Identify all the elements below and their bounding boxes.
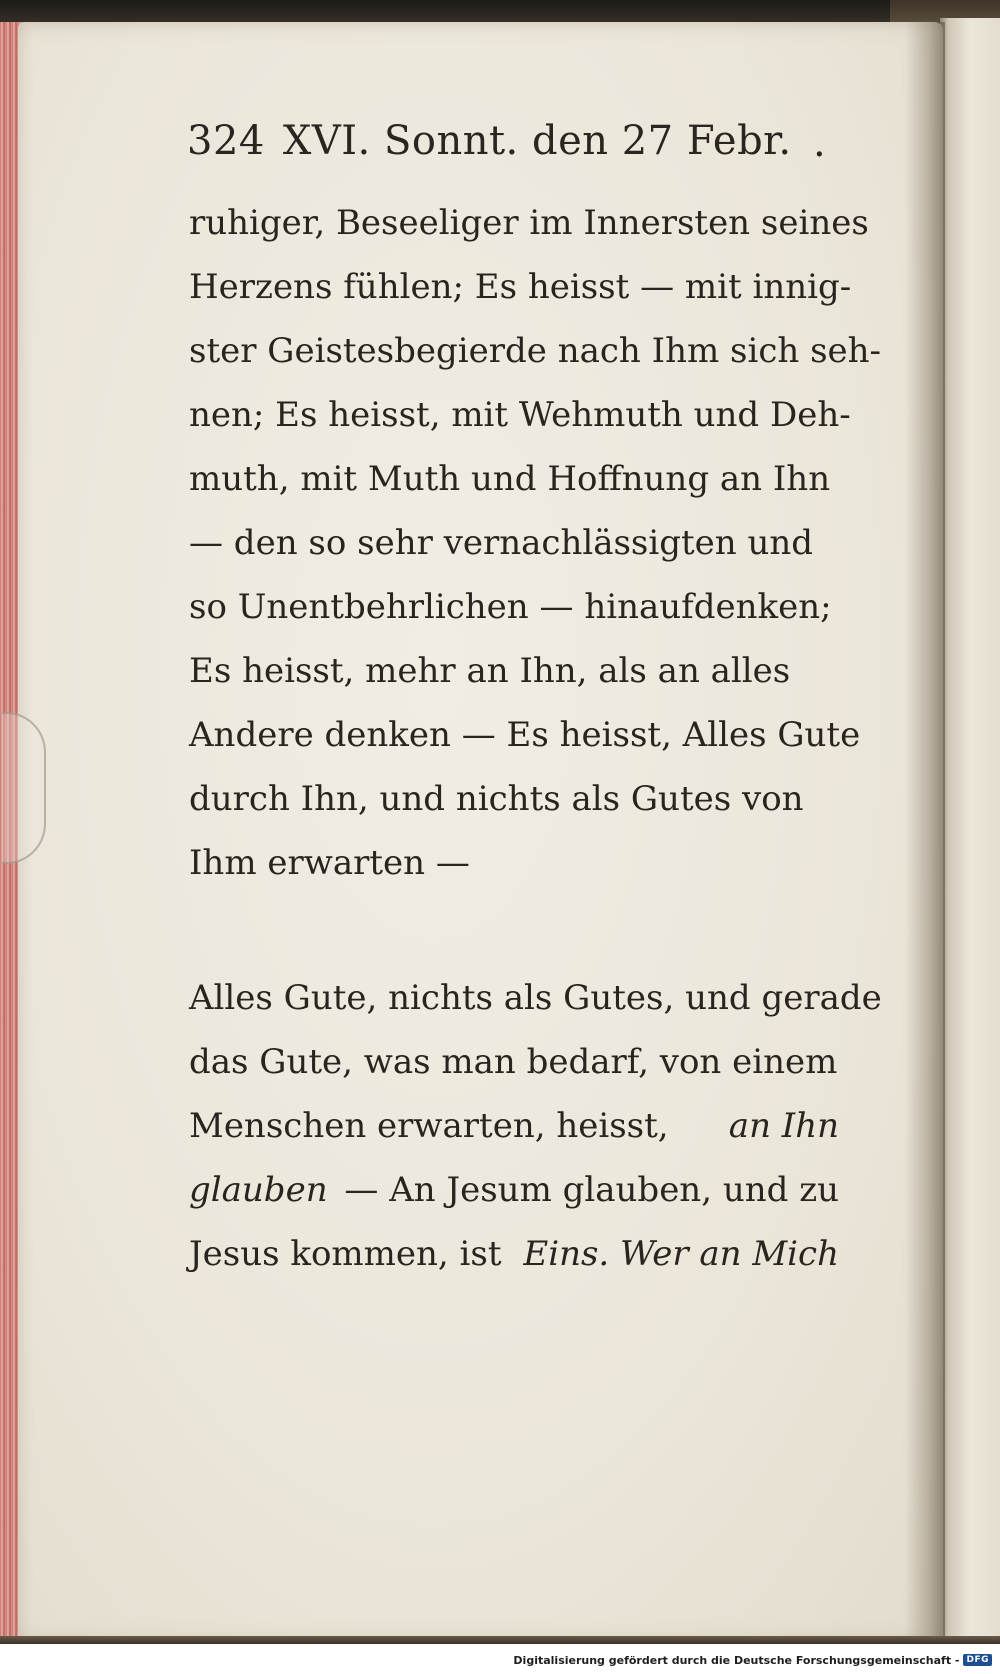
text-line: muth, mit Muth und Hoffnung an Ihn <box>189 459 831 499</box>
text-line: ruhiger, Beseeliger im Innersten seines <box>189 203 869 243</box>
digitization-credit <box>513 1651 992 1669</box>
facing-page-edge <box>940 18 1000 1646</box>
italic-phrase: an Ihn <box>728 1106 839 1146</box>
text-line: durch Ihn, und nichts als Gutes von <box>189 779 804 819</box>
text-line: so Unentbehrlichen — hinaufdenken; <box>189 587 832 627</box>
running-title: XVI. Sonnt. den 27 Febr. <box>282 118 792 164</box>
text-line: nen; Es heisst, mit Wehmuth und Deh- <box>189 395 851 435</box>
page-gutter-shadow <box>905 22 945 1642</box>
text-line: Es heisst, mehr an Ihn, als an alles <box>189 651 791 691</box>
header-mark: . <box>813 120 827 166</box>
text-line: das Gute, was man bedarf, von einem <box>189 1042 838 1082</box>
page-tab-marker <box>2 712 46 864</box>
text-line: — den so sehr vernachlässigten und <box>189 523 814 563</box>
text-line: glauben — An Jesum glauben, und zu <box>189 1170 839 1210</box>
text-line: ster Geistesbegierde nach Ihm sich seh- <box>189 331 882 371</box>
running-head <box>187 118 837 188</box>
text-line: Alles Gute, nichts als Gutes, und gerade <box>189 978 882 1018</box>
dfg-logo: DFG <box>963 1654 992 1666</box>
text-line: Herzens fühlen; Es heisst — mit innig- <box>189 267 852 307</box>
page-bottom-shadow <box>0 1636 1000 1644</box>
text-line: Menschen erwarten, heisst, an Ihn <box>189 1106 839 1146</box>
text-line: Jesus kommen, ist Eins. Wer an Mich <box>189 1234 839 1274</box>
italic-phrase: glauben <box>189 1170 328 1210</box>
page-number: 324 <box>187 118 265 164</box>
italic-phrase: Eins. Wer an Mich <box>523 1234 839 1274</box>
text-line: Andere denken — Es heisst, Alles Gute <box>189 715 861 755</box>
text-line: Ihm erwarten — <box>189 843 470 883</box>
credit-text: Digitalisierung gefördert durch die Deutsche Forschungsgemeinschaft - <box>513 1653 960 1667</box>
